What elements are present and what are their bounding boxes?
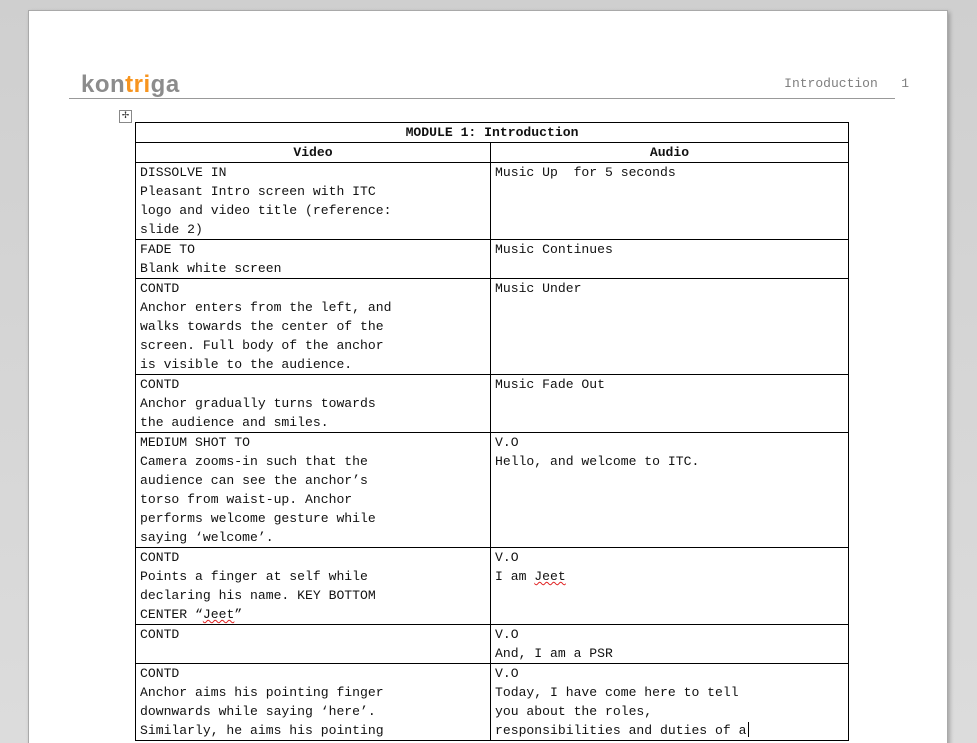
cell-line: Music Up for 5 seconds <box>495 165 676 180</box>
cell-line: Camera zooms-in such that the <box>140 454 368 469</box>
cell-line: performs welcome gesture while <box>140 511 376 526</box>
audio-cell[interactable] <box>491 625 849 664</box>
cell-line: And, I am a PSR <box>495 646 613 661</box>
cell-line: FADE TO <box>140 242 196 257</box>
audio-cell[interactable] <box>491 163 849 240</box>
kontriga-logo <box>81 71 180 99</box>
cell-line: Music Fade Out <box>495 377 606 392</box>
cell-line: slide 2) <box>140 222 203 237</box>
table-row <box>136 375 849 433</box>
logo-part-tri: tri <box>125 71 151 98</box>
cell-line: audience can see the anchor’s <box>140 473 368 488</box>
cell-line: V.O <box>495 435 519 450</box>
table-row <box>136 279 849 375</box>
cell-line: CONTD <box>140 550 180 565</box>
cell-text: CENTER “ <box>140 607 203 622</box>
cell-line: torso from waist-up. Anchor <box>140 492 353 507</box>
text-cursor <box>748 722 749 737</box>
video-cell[interactable] <box>136 279 491 375</box>
video-cell[interactable] <box>136 375 491 433</box>
header-divider <box>69 98 895 99</box>
cell-line: Anchor aims his pointing finger <box>140 685 384 700</box>
spelling-flagged-word[interactable]: Jeet <box>202 607 235 622</box>
cell-line <box>140 605 486 624</box>
cell-line: Similarly, he aims his pointing <box>140 723 384 738</box>
cell-line: CONTD <box>140 666 180 681</box>
cell-line: DISSOLVE IN <box>140 165 227 180</box>
table-row <box>136 664 849 741</box>
cell-line: Today, I have come here to tell <box>495 685 739 700</box>
cell-line: logo and video title (reference: <box>140 203 392 218</box>
cell-text: responsibilities and duties of a <box>495 723 747 738</box>
cell-line <box>495 721 844 740</box>
cell-line: Pleasant Intro screen with ITC <box>140 184 376 199</box>
audio-cell[interactable] <box>491 240 849 279</box>
audio-cell[interactable] <box>491 433 849 548</box>
cell-line: Blank white screen <box>140 261 282 276</box>
logo-part-ga: ga <box>150 71 180 98</box>
cell-line: Anchor gradually turns towards <box>140 396 376 411</box>
table-title-row <box>136 123 849 143</box>
cell-line: the audience and smiles. <box>140 415 329 430</box>
cell-line: CONTD <box>140 377 180 392</box>
cell-line: declaring his name. KEY BOTTOM <box>140 588 376 603</box>
cell-line: Anchor enters from the left, and <box>140 300 392 315</box>
page-header-info <box>784 76 909 91</box>
cell-line: V.O <box>495 627 519 642</box>
logo-part-kon: kon <box>81 71 126 98</box>
cell-line: walks towards the center of the <box>140 319 384 334</box>
cell-line: Music Continues <box>495 242 613 257</box>
spelling-flagged-word[interactable]: Jeet <box>534 569 566 584</box>
audio-cell[interactable] <box>491 548 849 625</box>
audio-cell[interactable] <box>491 375 849 433</box>
document-page[interactable] <box>28 10 948 743</box>
cell-text: ” <box>234 607 243 622</box>
video-cell[interactable] <box>136 664 491 741</box>
table-row <box>136 625 849 664</box>
table-header-row <box>136 143 849 163</box>
cell-line <box>495 567 844 586</box>
audio-cell[interactable] <box>491 279 849 375</box>
cell-line: CONTD <box>140 281 180 296</box>
header-page-number: 1 <box>901 76 909 91</box>
video-cell[interactable] <box>136 433 491 548</box>
cell-line: saying ‘welcome’. <box>140 530 274 545</box>
cell-line: is visible to the audience. <box>140 357 353 372</box>
cell-line: V.O <box>495 550 519 565</box>
video-cell[interactable] <box>136 163 491 240</box>
cell-line: MEDIUM SHOT TO <box>140 435 251 450</box>
cell-line: downwards while saying ‘here’. <box>140 704 376 719</box>
column-header-video[interactable]: Video <box>136 143 491 163</box>
table-row <box>136 433 849 548</box>
cell-line: you about the roles, <box>495 704 653 719</box>
cell-line: V.O <box>495 666 519 681</box>
video-cell[interactable] <box>136 548 491 625</box>
cell-line: screen. Full body of the anchor <box>140 338 384 353</box>
table-move-handle-icon[interactable]: ✢ <box>119 110 132 123</box>
cell-line: Points a finger at self while <box>140 569 368 584</box>
cell-line: Music Under <box>495 281 582 296</box>
header-section-title: Introduction <box>784 76 878 91</box>
column-header-audio[interactable]: Audio <box>491 143 849 163</box>
table-row <box>136 240 849 279</box>
video-cell[interactable] <box>136 625 491 664</box>
cell-line: CONTD <box>140 627 180 642</box>
script-table[interactable] <box>135 122 849 741</box>
video-cell[interactable] <box>136 240 491 279</box>
table-row <box>136 163 849 240</box>
cell-text: I am <box>495 569 535 584</box>
cell-line: Hello, and welcome to ITC. <box>495 454 700 469</box>
table-title-cell[interactable]: MODULE 1: Introduction <box>136 123 849 143</box>
audio-cell[interactable] <box>491 664 849 741</box>
table-row <box>136 548 849 625</box>
